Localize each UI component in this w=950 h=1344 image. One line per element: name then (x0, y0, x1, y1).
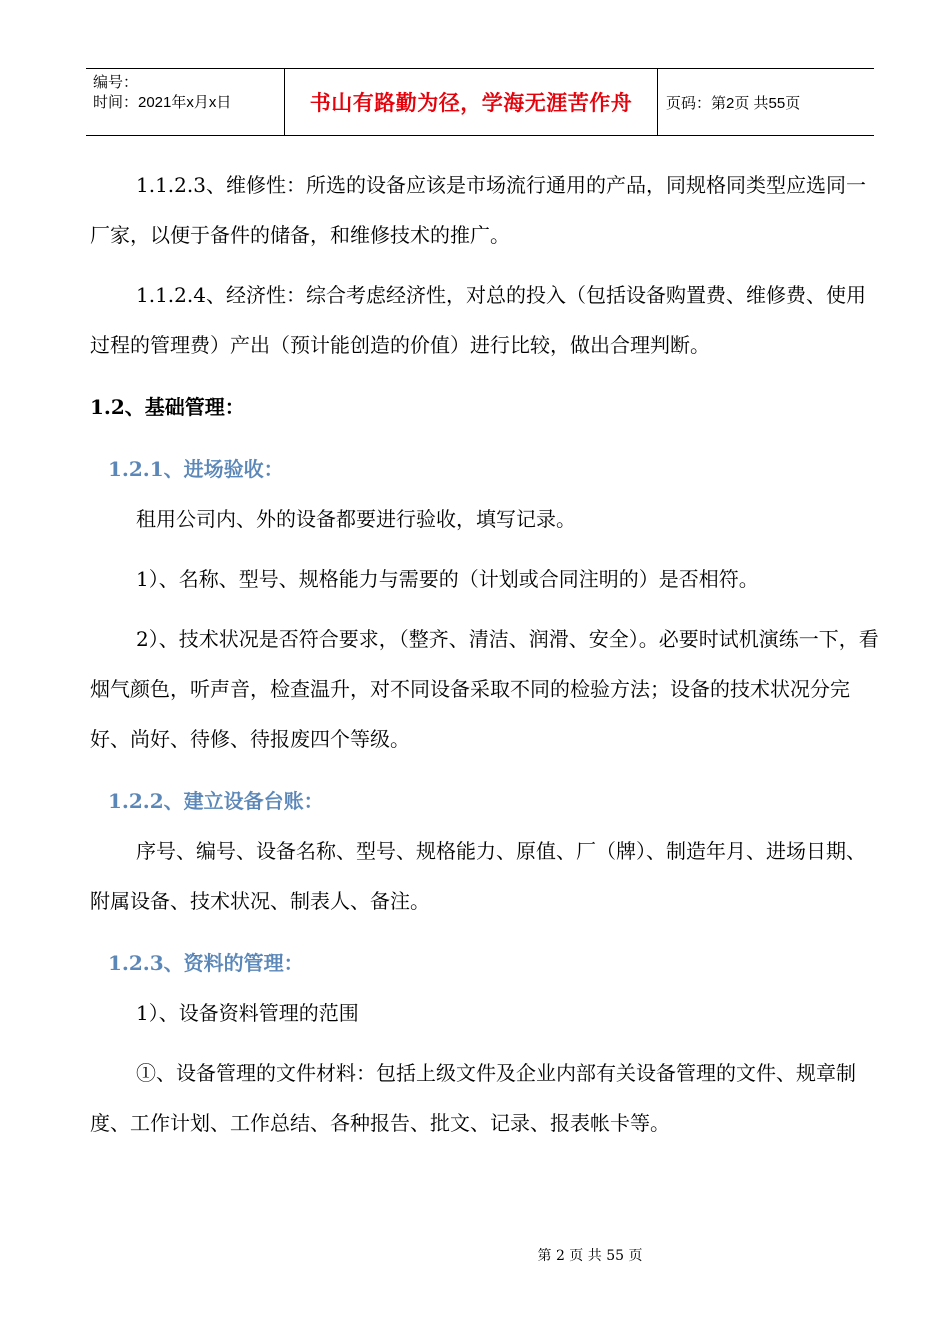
paragraph-acceptance-item-2: 2）、技术状况是否符合要求，（整齐、清洁、润滑、安全）。必要时试机演练一下，看烟气颜色，听声音，检查温升，对不同设备采取不同的检验方法；设备的技术状况分完好、尚好、待修、待报废四个等级。 (90, 627, 879, 751)
paragraph-document-scope: 1）、设备资料管理的范围 (136, 1001, 359, 1025)
header-motto: 书山有路勤为径，学海无涯苦作舟 (285, 69, 658, 135)
paragraph-ledger-fields: 序号、编号、设备名称、型号、规格能力、原值、厂（牌）、制造年月、进场日期、附属设备、技术状况、制表人、备注。 (90, 839, 866, 913)
heading-basic-management: 1.2、基础管理： (90, 395, 245, 419)
paragraph-document-files: ①、设备管理的文件材料：包括上级文件及企业内部有关设备管理的文件、规章制度、工作计划、工作总结、各种报告、批文、记录、报表帐卡等。 (90, 1061, 856, 1135)
header-page-info: 页码：第2页 共55页 (666, 94, 801, 112)
paragraph-acceptance-intro: 租用公司内、外的设备都要进行验收，填写记录。 (136, 507, 576, 531)
heading-document-management: 1.2.3、资料的管理： (108, 951, 304, 975)
document-body (90, 160, 880, 1148)
page-header (86, 68, 874, 136)
document-number-label: 编号： (93, 74, 139, 91)
heading-acceptance: 1.2.1、进场验收： (108, 457, 284, 481)
document-date: 时间：2021年x月x日 (93, 94, 232, 111)
paragraph-economy: 1.1.2.4、经济性：综合考虑经济性，对总的投入（包括设备购置费、维修费、使用过程的管理费）产出（预计能创造的价值）进行比较，做出合理判断。 (90, 283, 866, 357)
page-footer: 第 2 页 共 55 页 (537, 1248, 643, 1264)
heading-equipment-ledger: 1.2.2、建立设备台账： (108, 789, 324, 813)
paragraph-maintainability: 1.1.2.3、维修性：所选的设备应该是市场流行通用的产品，同规格同类型应选同一厂家，以便于备件的储备，和维修技术的推广。 (90, 173, 866, 247)
paragraph-acceptance-item-1: 1）、名称、型号、规格能力与需要的（计划或合同注明的）是否相符。 (136, 567, 759, 591)
header-meta (86, 69, 285, 135)
